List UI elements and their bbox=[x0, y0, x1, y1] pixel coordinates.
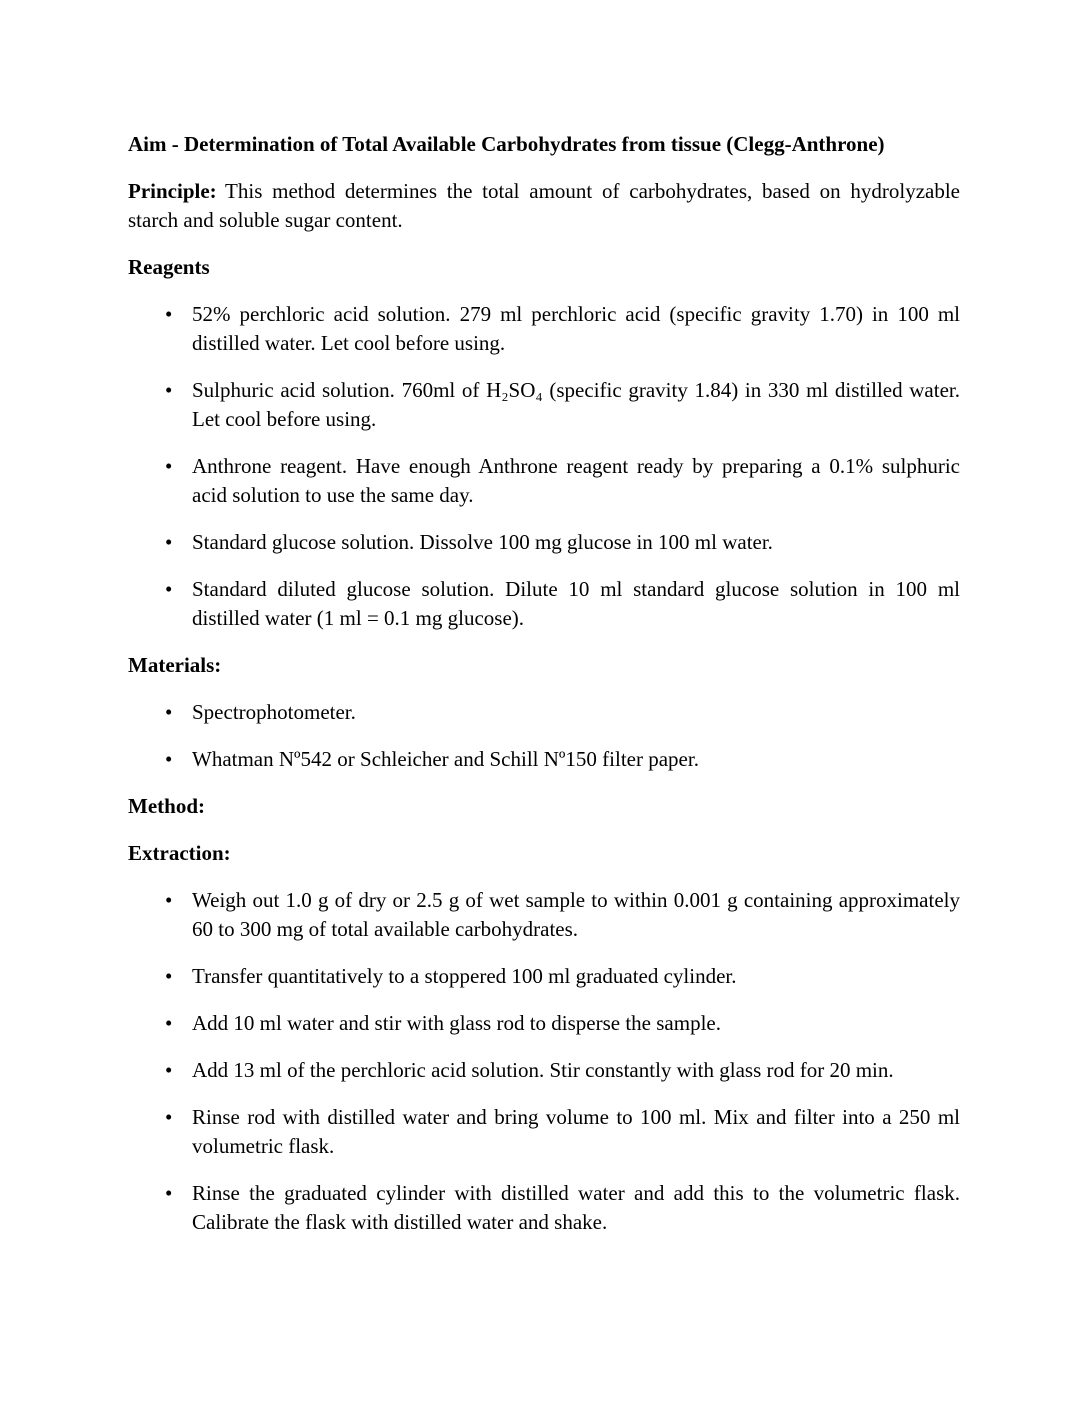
bullet-icon: • bbox=[165, 378, 173, 402]
list-item-text: Spectrophotometer. bbox=[192, 700, 356, 724]
list-item bbox=[165, 745, 960, 774]
bullet-icon: • bbox=[165, 1181, 173, 1205]
list-item-text: Add 13 ml of the perchloric acid solution. Stir constantly with glass rod for 20 min. bbox=[192, 1058, 894, 1082]
bullet-icon: • bbox=[165, 747, 173, 771]
list-item bbox=[165, 962, 960, 991]
method-heading: Method: bbox=[128, 794, 205, 818]
document-title: Aim - Determination of Total Available Carbohydrates from tissue (Clegg-Anthrone) bbox=[128, 132, 885, 156]
list-item-text: Rinse rod with distilled water and bring volume to 100 ml. Mix and filter into a 250 ml volumetric flask. bbox=[192, 1105, 960, 1158]
principle-paragraph bbox=[128, 177, 960, 235]
list-item-text: Sulphuric acid solution. 760ml of H₂SO₄ (specific gravity 1.84) in 330 ml distilled water. Let cool before using. bbox=[192, 378, 960, 431]
bullet-icon: • bbox=[165, 888, 173, 912]
list-item-text: Rinse the graduated cylinder with distilled water and add this to the volumetric flask. Calibrate the flask with distilled water and shake. bbox=[192, 1181, 960, 1234]
extraction-list bbox=[128, 886, 960, 1237]
bullet-icon: • bbox=[165, 964, 173, 988]
bullet-icon: • bbox=[165, 302, 173, 326]
extraction-heading: Extraction: bbox=[128, 841, 231, 865]
materials-heading: Materials: bbox=[128, 653, 222, 677]
list-item-text: Add 10 ml water and stir with glass rod to disperse the sample. bbox=[192, 1011, 721, 1035]
list-item bbox=[165, 1103, 960, 1161]
reagents-list bbox=[128, 300, 960, 633]
principle-text: This method determines the total amount of carbohydrates, based on hydrolyzable starch and soluble sugar content. bbox=[128, 179, 960, 232]
list-item bbox=[165, 300, 960, 358]
bullet-icon: • bbox=[165, 1011, 173, 1035]
reagents-heading: Reagents bbox=[128, 255, 210, 279]
materials-list bbox=[128, 698, 960, 774]
list-item bbox=[165, 886, 960, 944]
bullet-icon: • bbox=[165, 700, 173, 724]
list-item-text: Standard glucose solution. Dissolve 100 mg glucose in 100 ml water. bbox=[192, 530, 773, 554]
principle-label: Principle: bbox=[128, 179, 217, 203]
bullet-icon: • bbox=[165, 530, 173, 554]
bullet-icon: • bbox=[165, 1058, 173, 1082]
list-item bbox=[165, 528, 960, 557]
list-item-text: Transfer quantitatively to a stoppered 100 ml graduated cylinder. bbox=[192, 964, 737, 988]
list-item bbox=[165, 698, 960, 727]
list-item-text: Anthrone reagent. Have enough Anthrone reagent ready by preparing a 0.1% sulphuric acid solution to use the same day. bbox=[192, 454, 960, 507]
list-item bbox=[165, 1179, 960, 1237]
list-item-text: 52% perchloric acid solution. 279 ml perchloric acid (specific gravity 1.70) in 100 ml distilled water. Let cool before using. bbox=[192, 302, 960, 355]
list-item bbox=[165, 1056, 960, 1085]
list-item-text: Weigh out 1.0 g of dry or 2.5 g of wet sample to within 0.001 g containing approximately 60 to 300 mg of total available carbohydrates. bbox=[192, 888, 960, 941]
list-item bbox=[165, 452, 960, 510]
bullet-icon: • bbox=[165, 1105, 173, 1129]
list-item bbox=[165, 1009, 960, 1038]
bullet-icon: • bbox=[165, 577, 173, 601]
list-item-text: Standard diluted glucose solution. Dilute 10 ml standard glucose solution in 100 ml distilled water (1 ml = 0.1 mg glucose). bbox=[192, 577, 960, 630]
list-item bbox=[165, 575, 960, 633]
list-item-text: Whatman Nº542 or Schleicher and Schill Nº150 filter paper. bbox=[192, 747, 699, 771]
list-item bbox=[165, 376, 960, 434]
bullet-icon: • bbox=[165, 454, 173, 478]
